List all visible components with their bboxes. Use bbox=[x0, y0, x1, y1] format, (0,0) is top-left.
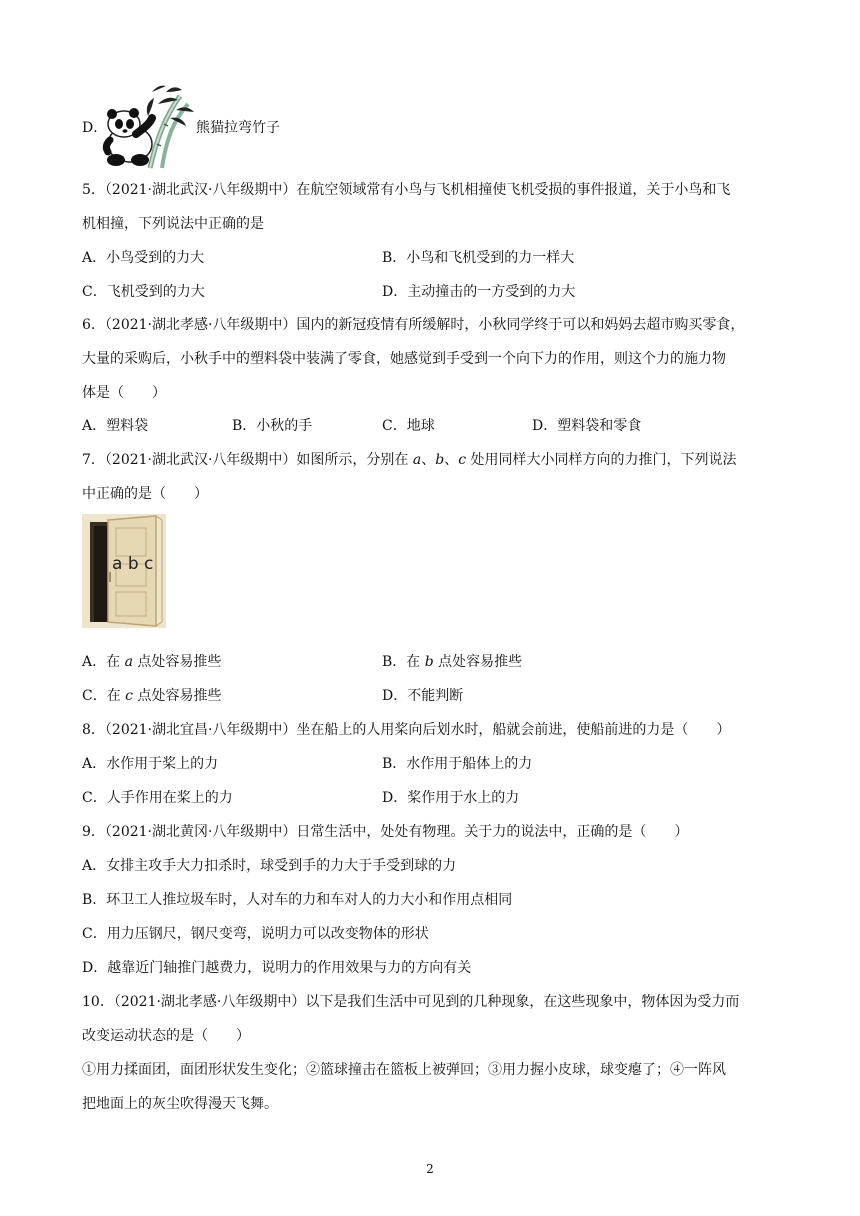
q10-stem-line2: 改变运动状态的是（ ） bbox=[82, 1028, 250, 1044]
q5-stem-line1: 5．（2021·湖北武汉·八年级期中）在航空领域常有小鸟与飞机相撞使飞机受损的事件报道，关于小鸟和飞 bbox=[82, 182, 731, 198]
q9-stem-line1: 9．（2021·湖北黄冈·八年级期中）日常生活中，处处有物理。关于力的说法中，正确的是（ ） bbox=[82, 824, 689, 840]
q7-sep1: 、 bbox=[421, 452, 436, 468]
q7-option-a bbox=[82, 652, 221, 672]
q7-stem-text-b: 处用同样大小同样方向的力推门，下列说法 bbox=[466, 452, 737, 468]
q7-option-c-post: 点处容易推些 bbox=[133, 688, 222, 704]
q7-option-a-pre: A．在 bbox=[82, 654, 125, 670]
q7-option-b-pre: B．在 bbox=[382, 654, 425, 670]
q7-option-b bbox=[382, 652, 522, 672]
q6-stem-line2: 大量的采购后，小秋手中的塑料袋中装满了零食，她感觉到手受到一个向下力的作用，则这个力的施力物 bbox=[82, 351, 726, 367]
q7-var-c: c bbox=[458, 452, 467, 468]
q5-option-d: D．主动撞击的一方受到的力大 bbox=[382, 284, 576, 300]
q10-stem-line3: ①用力揉面团，面团形状发生变化；②篮球撞击在篮板上被弹回；③用力握小皮球，球变瘪了；④一阵风 bbox=[82, 1062, 726, 1078]
q4-option-d-text: 熊猫拉弯竹子 bbox=[196, 120, 280, 136]
q7-option-d: D．不能判断 bbox=[382, 688, 464, 704]
q7-option-a-var: a bbox=[124, 654, 133, 670]
q9-option-c: C．用力压钢尺，钢尺变弯，说明力可以改变物体的形状 bbox=[82, 926, 429, 942]
q6-stem-line3: 体是（ ） bbox=[82, 385, 166, 401]
q4-option-d-label: D． bbox=[82, 120, 108, 136]
q6-option-b: B．小秋的手 bbox=[232, 418, 313, 434]
q8-stem-line1: 8．（2021·湖北宜昌·八年级期中）坐在船上的人用桨向后划水时，船就会前进，使船前进的力是（ ） bbox=[82, 722, 731, 738]
q10-stem-line4: 把地面上的灰尘吹得漫天飞舞。 bbox=[82, 1096, 278, 1112]
q7-option-a-post: 点处容易推些 bbox=[132, 654, 222, 670]
q9-option-b: B．环卫工人推垃圾车时，人对车的力和车对人的力大小和作用点相同 bbox=[82, 892, 513, 908]
q9-option-a: A．女排主攻手大力扣杀时，球受到手的力大于手受到球的力 bbox=[82, 858, 457, 874]
q7-stem-text-a: 7．（2021·湖北武汉·八年级期中）如图所示，分别在 bbox=[82, 452, 413, 468]
q6-option-a: A．塑料袋 bbox=[82, 418, 149, 434]
q8-option-d: D．桨作用于水上的力 bbox=[382, 790, 520, 806]
q7-var-a: a bbox=[412, 452, 422, 468]
page-number: 2 bbox=[426, 1162, 434, 1176]
q8-option-c: C．人手作用在桨上的力 bbox=[82, 790, 233, 806]
q8-option-b: B．水作用于船体上的力 bbox=[382, 756, 533, 772]
q7-var-b: b bbox=[435, 452, 445, 468]
q7-option-b-var: b bbox=[424, 654, 434, 670]
q7-sep2: 、 bbox=[444, 452, 459, 468]
q7-option-c-var: c bbox=[125, 688, 134, 704]
q10-stem-line1: 10．（2021·湖北孝感·八年级期中）以下是我们生活中可见到的几种现象，在这些现象中，物体因为受力而 bbox=[82, 994, 740, 1010]
panda-bamboo-figure bbox=[100, 82, 196, 174]
q6-option-d: D．塑料袋和零食 bbox=[532, 418, 642, 434]
q6-option-c: C．地球 bbox=[382, 418, 435, 434]
q7-stem-line2: 中正确的是（ ） bbox=[82, 486, 208, 502]
q7-option-c-pre: C．在 bbox=[82, 688, 126, 704]
q6-stem-line1: 6．（2021·湖北孝感·八年级期中）国内的新冠疫情有所缓解时，小秋同学终于可以和妈妈去超市购买零食， bbox=[82, 317, 745, 333]
q8-option-a: A．水作用于桨上的力 bbox=[82, 756, 219, 772]
q9-option-d: D．越靠近门轴推门越费力，说明力的作用效果与力的方向有关 bbox=[82, 960, 472, 976]
door-figure bbox=[82, 514, 166, 628]
q5-option-a: A．小鸟受到的力大 bbox=[82, 250, 205, 266]
q5-option-c: C．飞机受到的力大 bbox=[82, 284, 205, 300]
door-point-labels: a b c bbox=[112, 554, 154, 574]
q7-option-c bbox=[82, 686, 221, 706]
q5-option-b: B．小鸟和飞机受到的力一样大 bbox=[382, 250, 575, 266]
q7-option-b-post: 点处容易推些 bbox=[433, 654, 523, 670]
q7-stem-line1 bbox=[82, 450, 737, 470]
q5-stem-line2: 机相撞，下列说法中正确的是 bbox=[82, 216, 264, 232]
